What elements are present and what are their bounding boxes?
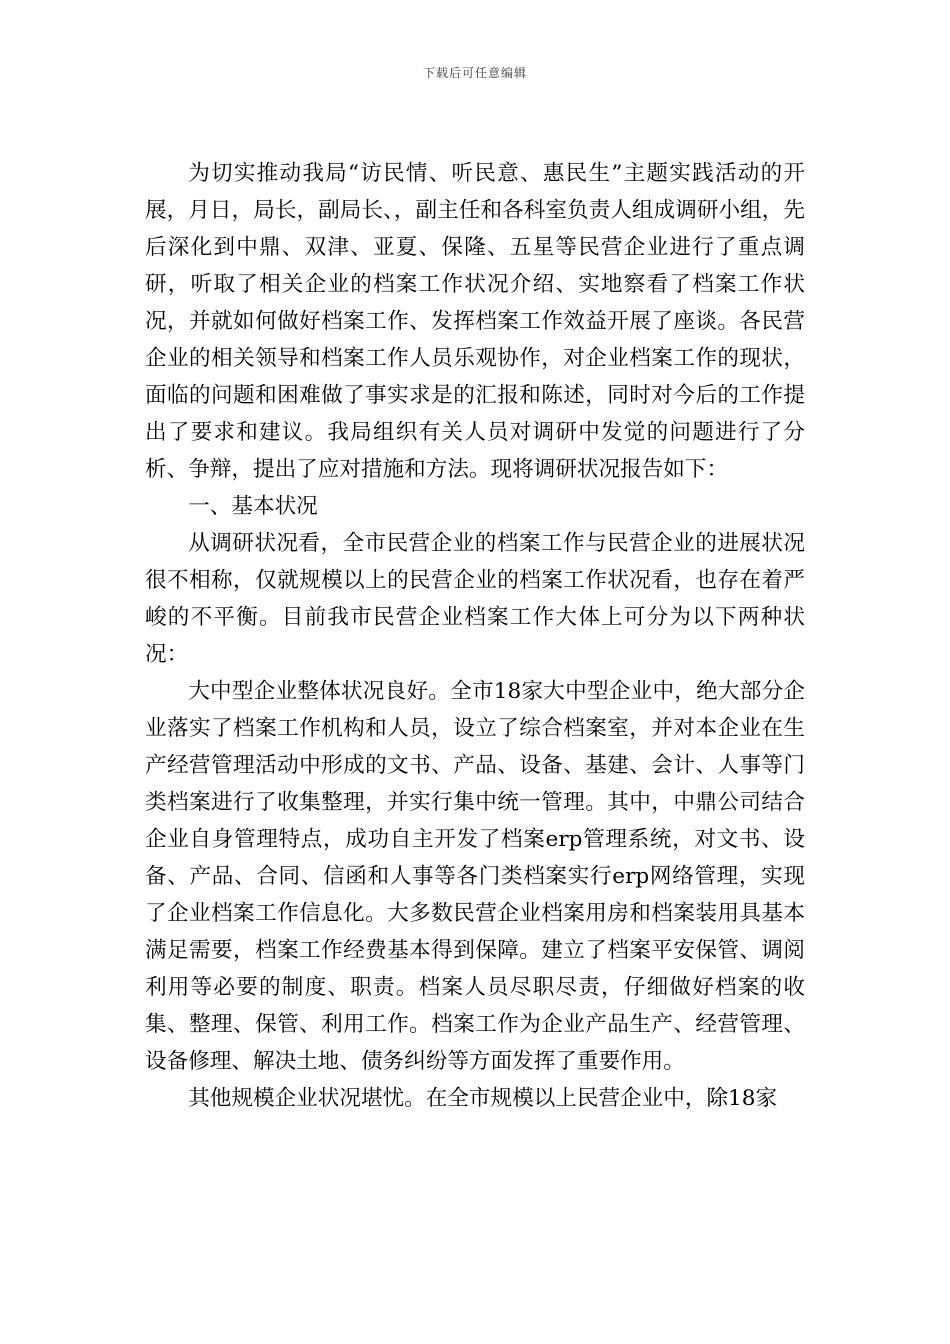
paragraph-intro: 为切实推动我局“访民情、听民意、惠民生”主题实践活动的开展，月日，局长，副局长、，副主任和各科室负责人组成调研小组，先后深化到中鼎、双津、亚夏、保隆、五星等民营企业进行了重点调研，听取了相关企业的档案工作状况介绍、实地察看了档案工作状况，并就如何做好档案工作、发挥档案工作效益开展了座谈。各民营企业的相关领导和档案工作人员乐观协作，对企业档案工作的现状，面临的问题和困难做了事实求是的汇报和陈述，同时对今后的工作提出了要求和建议。我局组织有关人员对调研中发觉的问题进行了分析、争辩，提出了应对措施和方法。现将调研状况报告如下： bbox=[145, 161, 805, 482]
page-header: 下载后可任意编辑 bbox=[422, 66, 527, 80]
paragraph-large-enterprises: 大中型企业整体状况良好。全市18家大中型企业中，绝大部分企业落实了档案工作机构和人员，设立了综合档案室，并对本企业在生产经营管理活动中形成的文书、产品、设备、基建、会计、人事等门类档案进行了收集整理，并实行集中统一管理。其中，中鼎公司结合企业自身管理特点，成功自主开发了档案erp管理系统，对文书、设备、产品、合同、信函和人事等各门类档案实行erp网络管理，实现了企业档案工作信息化。大多数民营企业档案用房和档案装用具基本满足需要，档案工作经费基本得到保障。建立了档案平安保管、调阅利用等必要的制度、职责。档案人员尽职尽责，仔细做好档案的收集、整理、保管、利用工作。档案工作为企业产品生产、经营管理、设备修理、解决土地、债务纠纷等方面发挥了重要作用。 bbox=[145, 679, 805, 1074]
paragraph-other-enterprises: 其他规模企业状况堪忧。在全市规模以上民营企业中，除18家 bbox=[188, 1086, 778, 1111]
document-body bbox=[145, 155, 805, 1117]
paragraph-overview: 从调研状况看，全市民营企业的档案工作与民营企业的进展状况很不相称，仅就规模以上的民营企业的档案工作状况看，也存在着严峻的不平衡。目前我市民营企业档案工作大体上可分为以下两种状况： bbox=[145, 531, 805, 667]
section-heading-basic-situation: 一、基本状况 bbox=[188, 494, 318, 519]
